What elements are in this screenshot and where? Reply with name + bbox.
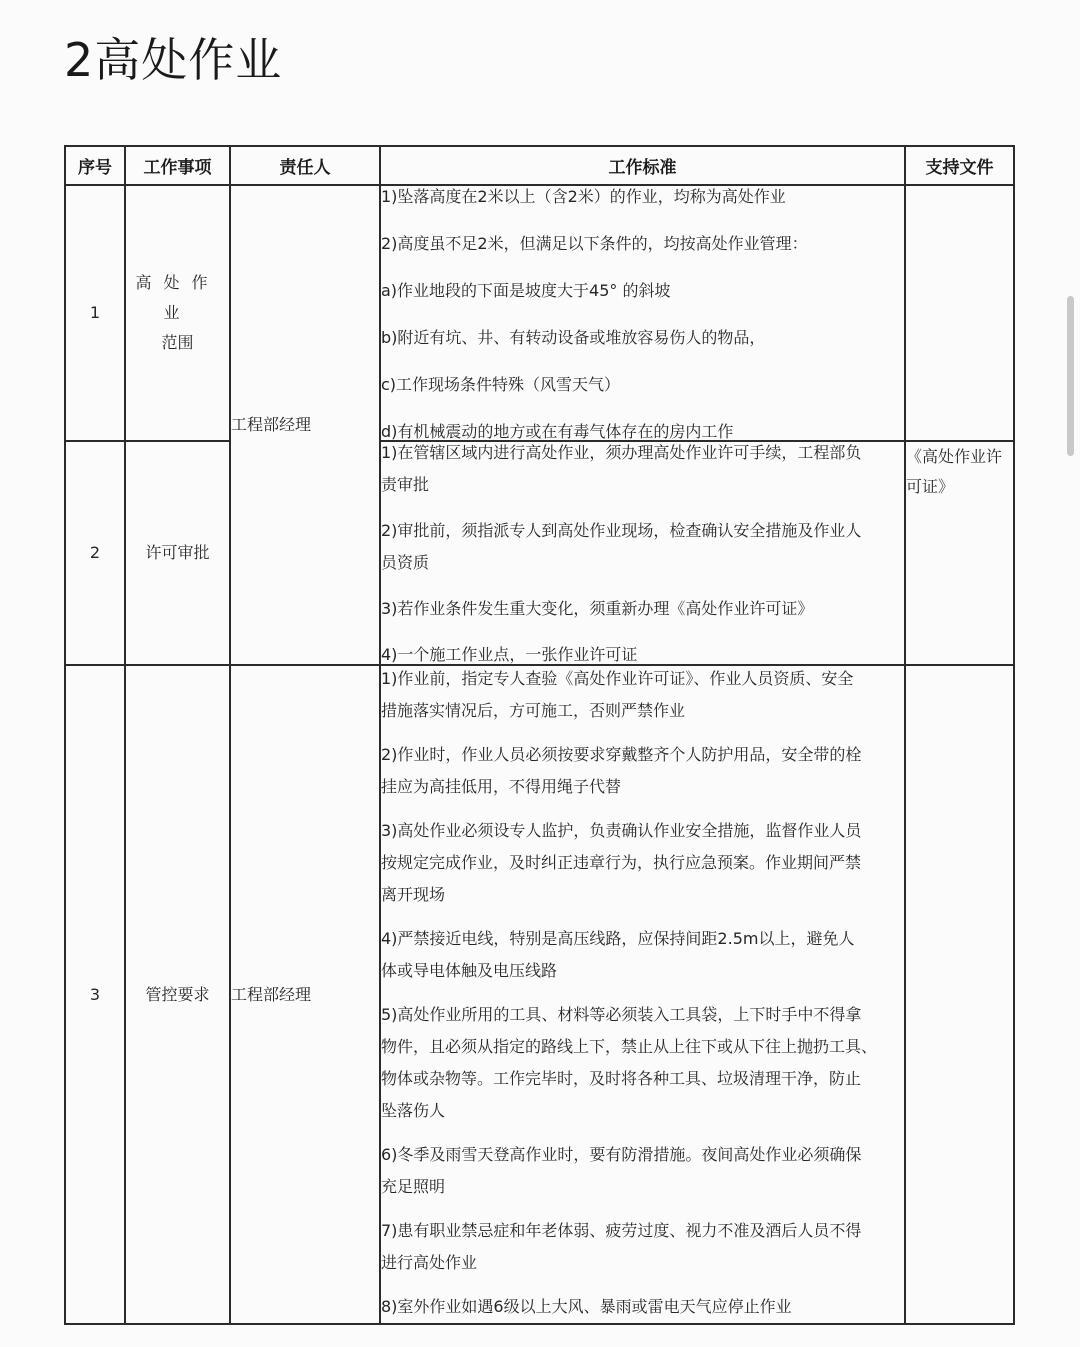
row3-no: 3 [89,984,101,1004]
work-standard-table [64,145,1015,1325]
row3-standard-6: 6)冬季及雨雪天登高作业时，要有防滑措施。夜间高处作业必须确保 [381,1145,862,1164]
table-border-bottom [64,1323,1015,1325]
row3-standard-3-cont1: 按规定完成作业，及时纠正违章行为，执行应急预案。作业期间严禁 [381,853,862,872]
row3-standard-5-cont3: 坠落伤人 [381,1101,446,1120]
row1-standard-5: c)工作现场条件特殊（风雪天气） [381,375,621,394]
header-no: 序号 [78,158,112,178]
row3-standard-4: 4)严禁接近电线，特别是高压线路，应保持间距2.5m以上，避免人 [381,929,855,948]
row1-standard-3: a)作业地段的下面是坡度大于45° 的斜坡 [381,281,671,300]
table-border-right [1013,145,1015,1325]
row1-no: 1 [89,303,101,322]
row3-standard-1: 1)作业前，指定专人查验《高处作业许可证》、作业人员资质、安全 [381,669,854,688]
row1-2-responsible: 工程部经理 [231,415,312,434]
row1-standard-4: b)附近有坑、井、有转动设备或堆放容易伤人的物品， [381,328,766,347]
row3-responsible: 工程部经理 [231,984,312,1004]
row3-standards [381,663,904,1323]
row1-standard-2: 2)高度虽不足2米，但满足以下条件的，均按高处作业管理： [381,234,808,253]
row2-standards [381,437,904,664]
row3-standard-5: 5)高处作业所用的工具、材料等必须装入工具袋，上下时手中不得拿 [381,1005,862,1024]
header-responsible: 责任人 [279,158,331,178]
row3-standard-1-cont: 措施落实情况后，方可施工，否则严禁作业 [381,701,686,720]
row2-file-line1: 《高处作业许 [906,447,1003,466]
row2-standard-2: 2)审批前，须指派专人到高处作业现场，检查确认安全措施及作业人 [381,521,862,540]
row3-standard-4-cont: 体或导电体触及电压线路 [381,961,558,980]
row2-standard-1-cont: 责审批 [381,475,430,494]
header-item: 工作事项 [143,158,212,178]
row3-standard-2: 2)作业时，作业人员必须按要求穿戴整齐个人防护用品，安全带的栓 [381,745,862,764]
row3-standard-3: 3)高处作业必须设专人监护，负责确认作业安全措施，监督作业人员 [381,821,862,840]
col-divider-4 [904,145,906,1325]
row3-standard-3-cont2: 离开现场 [381,885,446,904]
row2-standard-3: 3)若作业条件发生重大变化，须重新办理《高处作业许可证》 [381,599,814,618]
page-title: 2高处作业 [64,33,283,87]
header-standard: 工作标准 [608,158,677,178]
row1-item-line1: 高处作业 [135,273,220,322]
row2-file [906,442,1013,664]
row3-standard-7-cont: 进行高处作业 [381,1253,478,1272]
row3-standard-5-cont2: 物体或杂物等。工作完毕时，及时将各种工具、垃圾清理干净，防止 [381,1069,862,1088]
row2-no: 2 [89,543,101,562]
row3-standard-7: 7)患有职业禁忌症和年老体弱、疲劳过度、视力不准及酒后人员不得 [381,1221,862,1240]
row3-item: 管控要求 [145,984,210,1004]
row1-standard-1: 1)坠落高度在2米以上（含2米）的作业，均称为高处作业 [381,187,786,206]
row3-standard-5-cont1: 物件，且必须从指定的路线上下，禁止从上往下或从下往上抛扔工具、 [381,1037,878,1056]
row3-standard-2-cont: 挂应为高挂低用，不得用绳子代替 [381,777,622,796]
row2-standard-1: 1)在管辖区域内进行高处作业，须办理高处作业许可手续，工程部负 [381,443,862,462]
row2-item: 许可审批 [145,543,210,562]
row1-standards [381,181,904,440]
row3-standard-8: 8)室外作业如遇6级以上大风、暴雨或雷电天气应停止作业 [381,1297,792,1316]
row2-file-line2: 可证》 [906,477,955,496]
row1-item-line2: 范围 [161,333,194,352]
row3-standard-6-cont: 充足照明 [381,1177,446,1196]
row2-standard-4: 4)一个施工作业点，一张作业许可证 [381,645,638,664]
scrollbar-thumb[interactable] [1067,296,1074,456]
header-file: 支持文件 [925,158,994,178]
row1-standard-6: d)有机械震动的地方或在有毒气体存在的房内工作 [381,422,734,441]
row1-item [126,186,229,440]
row2-standard-2-cont: 员资质 [381,553,430,572]
